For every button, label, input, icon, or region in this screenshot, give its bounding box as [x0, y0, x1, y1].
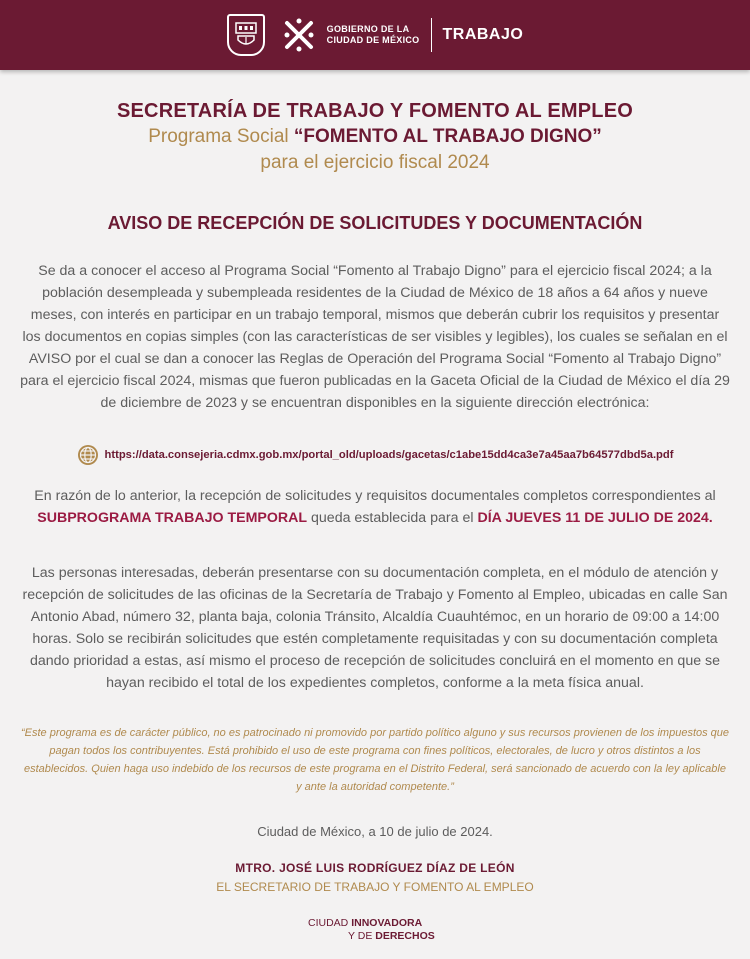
slogan-word: Y DE	[348, 930, 373, 942]
paragraph-reception-date	[20, 485, 730, 529]
program-name: “FOMENTO AL TRABAJO DIGNO”	[293, 126, 602, 147]
paragraph-intro: Se da a conocer el acceso al Programa Social “Fomento al Trabajo Digno” para el ejercicio fiscal 2024; a la población desempleada y subempleada residentes de la Ciudad de México de 18 años a 64 años y nueve meses, con interés en participar en un trabajo temporal, mismos que deberán cubrir los requisitos y presentar los documentos en copias simples (con las características de ser visibles y legibles), los cuales se señalan en el AVISO por el cual se dan a conocer las Reglas de Operación del Programa Social “Fomento al Trabajo Digno” para el ejercicio fiscal 2024, mismas que fueron publicadas en la Gaceta Oficial de la Ciudad de México el día 29 de diciembre de 2023 y se encuentran disponibles en la siguiente dirección electrónica:	[20, 263, 730, 411]
gazette-link[interactable]: https://data.consejeria.cdmx.gob.mx/portal_old/uploads/gacetas/c1abe15dd4ca3e7a45aa7b64577dbd5a.pdf	[104, 449, 674, 461]
slogan-word: CIUDAD	[308, 917, 349, 929]
slogan-word-bold: DERECHOS	[375, 930, 435, 942]
signer-name: MTRO. JOSÉ LUIS RODRÍGUEZ DÍAZ DE LEÓN	[235, 861, 515, 875]
header-divider	[431, 18, 432, 52]
globe-icon	[77, 444, 99, 466]
date-highlight: DÍA JUEVES 11 DE JULIO DE 2024.	[477, 510, 713, 526]
department-name: TRABAJO	[442, 26, 524, 43]
program-title	[0, 124, 750, 150]
government-wordmark	[327, 24, 420, 46]
place-date: Ciudad de México, a 10 de julio de 2024.	[257, 824, 493, 839]
header-logos	[227, 10, 524, 60]
fiscal-year-line: para el ejercicio fiscal 2024	[260, 152, 490, 173]
reception-text-2: queda establecida para el	[311, 510, 474, 526]
header-bar	[0, 0, 750, 70]
gov-line-1: GOBIERNO DE LA	[326, 24, 410, 34]
cdmx-logo-icon	[279, 15, 319, 55]
title-block	[0, 98, 750, 176]
reception-text-1: En razón de lo anterior, la recepción de solicitudes y requisitos documentales completos correspondientes al	[34, 488, 716, 504]
slogan-word-bold: INNOVADORA	[351, 917, 423, 929]
secretariat-title: SECRETARÍA DE TRABAJO Y FOMENTO AL EMPLEO	[116, 100, 634, 122]
paragraph-instructions: Las personas interesadas, deberán presentarse con su documentación completa, en el módulo de atención y recepción de solicitudes de las oficinas de la Secretaría de Trabajo y Fomento al Empleo, ubicadas en calle San Antonio Abad, número 32, planta baja, colonia Tránsito, Alcaldía Cuauhtémoc, en un horario de 09:00 a 14:00 horas. Solo se recibirán solicitudes que estén completamente requisitadas y con su documentación completa dando prioridad a estas, así mismo el proceso de recepción de solicitudes concluirá en el momento en que se hayan recibido el total de los expedientes completos, conforme a la meta física anual.	[22, 565, 728, 691]
gov-line-2: CIUDAD DE MÉXICO	[326, 35, 420, 45]
program-prefix: Programa Social	[148, 126, 289, 147]
subprogram-highlight: SUBPROGRAMA TRABAJO TEMPORAL	[37, 510, 308, 526]
slogan-line-2	[308, 930, 435, 943]
url-row	[0, 444, 750, 466]
legal-disclaimer: “Este programa es de carácter público, no es patrocinado ni promovido por partido político alguno y sus recursos provienen de los impuestos que pagan todos los contribuyentes. Está prohibido el uso de este programa con fines políticos, electorales, de lucro y otros distintos a los establecidos. Quien haga uso indebido de los recursos de este programa en el Distrito Federal, será sancionado de acuerdo con la ley aplicable y ante la autoridad competente.”	[20, 727, 730, 793]
notice-heading: AVISO DE RECEPCIÓN DE SOLICITUDES Y DOCUMENTACIÓN	[107, 213, 643, 233]
coat-of-arms-icon	[227, 14, 265, 56]
signer-role: EL SECRETARIO DE TRABAJO Y FOMENTO AL EMPLEO	[216, 880, 534, 894]
slogan-line-1	[308, 917, 435, 930]
footer-slogan	[308, 917, 435, 943]
